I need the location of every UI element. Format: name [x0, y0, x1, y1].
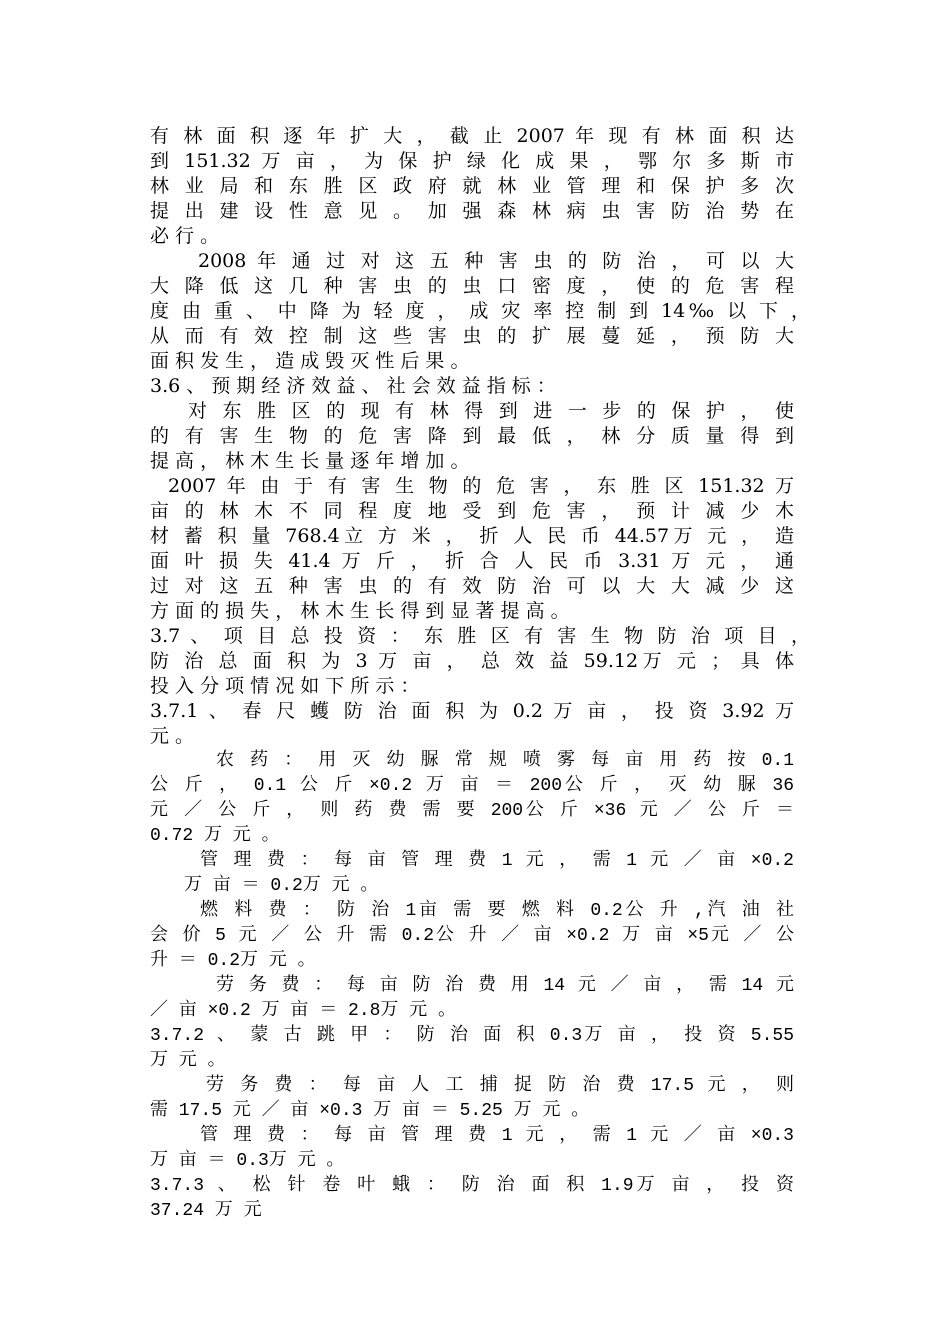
section-heading: 3.6 、 预 期 经 济 效 益 、 社 会 效 益 指 标 ：: [150, 375, 556, 397]
text-line: 升 ＝ 0.2万 元 。: [150, 951, 316, 971]
text-line: 公 斤 ， 0.1 公 斤 ×0.2 万 亩 ＝ 200公 斤 ， 灭 幼 脲 36: [150, 776, 794, 796]
text-line: 有 林 面 积 逐 年 扩 大 ， 截 止 2007 年 现 有 林 面 积 达: [150, 125, 794, 147]
text-line: 对 东 胜 区 的 现 有 林 得 到 进 一 步 的 保 护 ， 使: [188, 400, 794, 422]
text-line: 必 行 。: [150, 225, 220, 247]
text-line: 元 ／ 公 斤 ， 则 药 费 需 要 200公 斤 ×36 元 ／ 公 斤 ＝: [150, 801, 794, 821]
text-line: 万 亩 ＝ 0.3万 元 。: [150, 1151, 345, 1171]
text-line: 万 亩 ＝ 0.2万 元 。: [184, 876, 379, 896]
text-line: 燃 料 费 ： 防 治 1亩 需 要 燃 料 0.2公 升 ,汽 油 社: [200, 901, 794, 921]
text-line: ／ 亩 ×0.2 万 亩 ＝ 2.8万 元 。: [150, 1001, 457, 1021]
text-line: 过 对 这 五 种 害 虫 的 有 效 防 治 可 以 大 大 减 少 这: [150, 575, 794, 597]
text-line: 林 业 局 和 东 胜 区 政 府 就 林 业 管 理 和 保 护 多 次: [150, 175, 794, 197]
text-line: 农 药 ： 用 灭 幼 脲 常 规 喷 雾 每 亩 用 药 按 0.1: [216, 751, 794, 771]
text-line: 方 面 的 损 失 ， 林 木 生 长 得 到 显 著 提 高 。: [150, 600, 570, 622]
text-line: 管 理 费 ： 每 亩 管 理 费 1 元 ， 需 1 元 ／ 亩 ×0.2: [200, 851, 794, 871]
text-line: 防 治 总 面 积 为 3 万 亩 ， 总 效 益 59.12万 元 ； 具 体: [150, 650, 794, 672]
subsection-heading: 3.7.1 、 春 尺 蠖 防 治 面 积 为 0.2 万 亩 ， 投 资 3.92 万: [150, 700, 794, 722]
text-line: 万 元 。: [150, 1051, 226, 1071]
subsection-heading: 3.7.3 、 松 针 卷 叶 蛾 ： 防 治 面 积 1.9万 亩 ， 投 资: [150, 1176, 794, 1196]
text-line: 0.72 万 元 。: [150, 826, 280, 846]
text-line: 从 而 有 效 控 制 这 些 害 虫 的 扩 展 蔓 延 ， 预 防 大: [150, 325, 794, 347]
text-line: 面 叶 损 失 41.4 万 斤 ， 折 合 人 民 币 3.31 万 元 ， 通: [150, 550, 794, 572]
text-line: 2008 年 通 过 对 这 五 种 害 虫 的 防 治 ， 可 以 大: [198, 250, 794, 272]
text-line: 大 降 低 这 几 种 害 虫 的 虫 口 密 度 ， 使 的 危 害 程: [150, 275, 794, 297]
text-line: 劳 务 费 ： 每 亩 防 治 费 用 14 元 ／ 亩 ， 需 14 元: [216, 976, 794, 996]
text-line: 元 。: [150, 725, 195, 747]
text-line: 2007 年 由 于 有 害 生 物 的 危 害 ， 东 胜 区 151.32 万: [168, 475, 794, 497]
text-line: 提 出 建 设 性 意 见 。 加 强 森 林 病 虫 害 防 治 势 在: [150, 200, 794, 222]
text-line: 亩 的 林 木 不 同 程 度 地 受 到 危 害 ， 预 计 减 少 木: [150, 500, 794, 522]
text-line: 会 价 5 元 ／ 公 升 需 0.2公 升 ／ 亩 ×0.2 万 亩 ×5元 ／ 公: [150, 926, 794, 946]
text-line: 面 积 发 生 ， 造 成 毁 灭 性 后 果 。: [150, 350, 470, 372]
text-line: 37.24 万 元: [150, 1201, 262, 1221]
text-line: 需 17.5 元 ／ 亩 ×0.3 万 亩 ＝ 5.25 万 元 。: [150, 1101, 590, 1121]
text-line: 提 高 ， 林 木 生 长 量 逐 年 增 加 。: [150, 450, 470, 472]
text-line: 投 入 分 项 情 况 如 下 所 示 ：: [150, 675, 420, 697]
text-line: 度 由 重 、 中 降 为 轻 度 ， 成 灾 率 控 制 到 14‰ 以 下 ，: [150, 300, 810, 322]
text-line: 的 有 害 生 物 的 危 害 降 到 最 低 ， 林 分 质 量 得 到: [150, 425, 794, 447]
subsection-heading: 3.7.2 、 蒙 古 跳 甲 ： 防 治 面 积 0.3万 亩 ， 投 资 5.55: [150, 1026, 794, 1046]
text-line: 材 蓄 积 量 768.4立 方 米 ， 折 人 民 币 44.57万 元 ， 造: [150, 525, 794, 547]
section-heading: 3.7 、 项 目 总 投 资 ： 东 胜 区 有 害 生 物 防 治 项 目 ，: [150, 625, 810, 647]
text-line: 管 理 费 ： 每 亩 管 理 费 1 元 ， 需 1 元 ／ 亩 ×0.3: [200, 1126, 794, 1146]
text-line: 劳 务 费 ： 每 亩 人 工 捕 捉 防 治 费 17.5 元 ， 则: [206, 1076, 794, 1096]
text-line: 到 151.32 万 亩 ， 为 保 护 绿 化 成 果 ， 鄂 尔 多 斯 市: [150, 150, 794, 172]
